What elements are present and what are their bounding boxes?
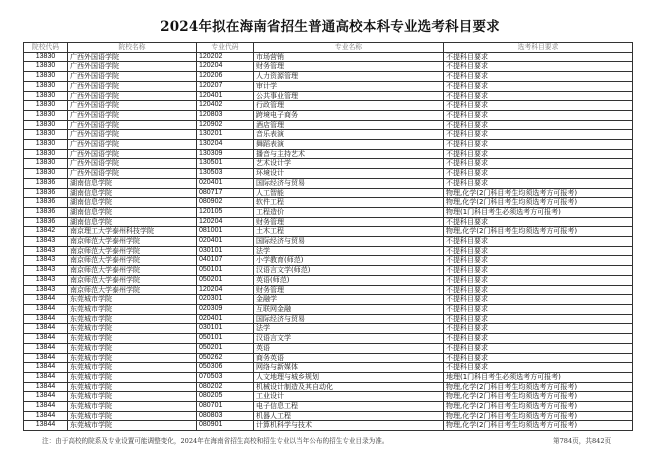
cell-major-code: 050306 [197,363,254,373]
cell-major-name: 汉语言文学 [254,334,444,344]
table-row [24,411,633,421]
cell-major-code: 120204 [197,62,254,72]
cell-school-code: 13844 [24,411,68,421]
cell-school-name: 南京师范大学泰州学院 [68,237,197,247]
cell-major-code: 050101 [197,334,254,344]
cell-school-code: 13830 [24,149,68,159]
cell-major-name: 财务管理 [254,285,444,295]
cell-subject-requirement: 不提科目要求 [444,324,633,334]
cell-major-code: 130503 [197,169,254,179]
cell-major-code: 080202 [197,382,254,392]
document-title: 2024年拟在海南省招生普通高校本科专业选考科目要求 [160,19,500,35]
cell-subject-requirement: 不提科目要求 [444,159,633,169]
cell-subject-requirement: 不提科目要求 [444,246,633,256]
cell-school-code: 13842 [24,227,68,237]
table-row [24,159,633,169]
cell-school-code: 13830 [24,130,68,140]
cell-school-name: 东莞城市学院 [68,363,197,373]
cell-school-name: 东莞城市学院 [68,382,197,392]
cell-subject-requirement: 不提科目要求 [444,353,633,363]
cell-subject-requirement: 不提科目要求 [444,237,633,247]
cell-subject-requirement: 不提科目要求 [444,343,633,353]
cell-school-name: 广西外国语学院 [68,101,197,111]
cell-school-code: 13830 [24,62,68,72]
table-row [24,140,633,150]
table-row [24,304,633,314]
cell-school-code: 13844 [24,392,68,402]
cell-school-name: 湖南信息学院 [68,207,197,217]
table-row [24,217,633,227]
cell-subject-requirement: 不提科目要求 [444,304,633,314]
cell-major-code: 070503 [197,372,254,382]
table-row [24,382,633,392]
cell-school-name: 广西外国语学院 [68,130,197,140]
cell-school-code: 13836 [24,217,68,227]
cell-school-code: 13836 [24,198,68,208]
table-row [24,120,633,130]
cell-major-code: 120105 [197,207,254,217]
cell-major-code: 040107 [197,256,254,266]
cell-major-name: 行政管理 [254,101,444,111]
cell-school-code: 13843 [24,266,68,276]
requirements-table [23,42,633,431]
cell-major-name: 市场营销 [254,52,444,62]
table-row [24,198,633,208]
cell-subject-requirement: 不提科目要求 [444,285,633,295]
cell-major-code: 120206 [197,72,254,82]
cell-major-name: 国际经济与贸易 [254,178,444,188]
header-subject-requirement: 选考科目要求 [444,43,633,53]
cell-subject-requirement: 不提科目要求 [444,169,633,179]
cell-subject-requirement: 不提科目要求 [444,72,633,82]
cell-school-name: 湖南信息学院 [68,178,197,188]
cell-major-code: 080717 [197,188,254,198]
cell-subject-requirement: 地理(1门科目考生必须选考方可报考) [444,372,633,382]
cell-subject-requirement: 物理,化学(2门科目考生均须选考方可报考) [444,382,633,392]
table-row [24,130,633,140]
cell-subject-requirement: 物理,化学(2门科目考生均须选考方可报考) [444,188,633,198]
cell-school-name: 东莞城市学院 [68,304,197,314]
cell-major-name: 跨境电子商务 [254,110,444,120]
cell-school-name: 广西外国语学院 [68,169,197,179]
table-row [24,207,633,217]
cell-major-code: 080701 [197,402,254,412]
cell-school-name: 南京师范大学泰州学院 [68,275,197,285]
cell-major-name: 审计学 [254,81,444,91]
cell-major-name: 公共事业管理 [254,91,444,101]
cell-school-name: 东莞城市学院 [68,314,197,324]
table-row [24,421,633,431]
table-row [24,334,633,344]
cell-major-name: 国际经济与贸易 [254,314,444,324]
cell-school-code: 13830 [24,169,68,179]
cell-school-name: 湖南信息学院 [68,217,197,227]
cell-subject-requirement: 物理,化学(2门科目考生均须选考方可报考) [444,227,633,237]
cell-subject-requirement: 不提科目要求 [444,62,633,72]
cell-school-name: 广西外国语学院 [68,120,197,130]
cell-school-name: 广西外国语学院 [68,140,197,150]
table-body [24,52,633,430]
cell-major-name: 网络与新媒体 [254,363,444,373]
cell-subject-requirement: 不提科目要求 [444,334,633,344]
table-row [24,81,633,91]
cell-school-code: 13836 [24,178,68,188]
table-header-row [24,43,633,53]
cell-major-name: 财务管理 [254,62,444,72]
cell-major-name: 人工智能 [254,188,444,198]
cell-major-code: 020401 [197,178,254,188]
cell-major-name: 国际经济与贸易 [254,237,444,247]
cell-school-name: 南京师范大学泰州学院 [68,256,197,266]
cell-major-code: 030101 [197,246,254,256]
cell-school-name: 广西外国语学院 [68,91,197,101]
cell-major-code: 120204 [197,285,254,295]
cell-school-code: 13830 [24,91,68,101]
cell-major-code: 080902 [197,198,254,208]
cell-major-code: 130309 [197,149,254,159]
header-school-code: 院校代码 [24,43,68,53]
cell-major-code: 120207 [197,81,254,91]
cell-major-name: 汉语言文学(师范) [254,266,444,276]
cell-subject-requirement: 物理,化学(2门科目考生均须选考方可报考) [444,421,633,431]
cell-major-name: 机械设计制造及其自动化 [254,382,444,392]
cell-school-name: 东莞城市学院 [68,421,197,431]
cell-school-name: 南京师范大学泰州学院 [68,246,197,256]
header-school-name: 院校名称 [68,43,197,53]
cell-major-name: 财务管理 [254,217,444,227]
cell-major-code: 030101 [197,324,254,334]
cell-school-name: 东莞城市学院 [68,343,197,353]
cell-major-name: 舞蹈表演 [254,140,444,150]
cell-school-code: 13844 [24,334,68,344]
table-row [24,372,633,382]
cell-school-code: 13830 [24,52,68,62]
cell-school-code: 13830 [24,101,68,111]
cell-school-code: 13843 [24,285,68,295]
cell-major-code: 050101 [197,266,254,276]
cell-subject-requirement: 不提科目要求 [444,178,633,188]
table-row [24,188,633,198]
table-row [24,110,633,120]
cell-school-code: 13830 [24,120,68,130]
table-row [24,72,633,82]
table-row [24,101,633,111]
header-major-name: 专业名称 [254,43,444,53]
cell-subject-requirement: 不提科目要求 [444,149,633,159]
cell-major-name: 电子信息工程 [254,402,444,412]
cell-school-name: 广西外国语学院 [68,52,197,62]
cell-major-code: 080205 [197,392,254,402]
cell-subject-requirement: 不提科目要求 [444,217,633,227]
page-indicator: 第784页，共842页 [553,437,612,445]
cell-subject-requirement: 不提科目要求 [444,314,633,324]
table-row [24,402,633,412]
cell-major-name: 软件工程 [254,198,444,208]
cell-subject-requirement: 物理,化学(2门科目考生均须选考方可报考) [444,411,633,421]
cell-subject-requirement: 不提科目要求 [444,266,633,276]
cell-school-code: 13844 [24,363,68,373]
cell-major-code: 120204 [197,217,254,227]
cell-major-code: 050201 [197,343,254,353]
cell-major-code: 020301 [197,295,254,305]
cell-school-name: 湖南信息学院 [68,198,197,208]
cell-major-code: 050201 [197,275,254,285]
cell-school-code: 13843 [24,256,68,266]
cell-major-code: 120202 [197,52,254,62]
cell-major-code: 020309 [197,304,254,314]
cell-school-code: 13830 [24,159,68,169]
table-row [24,295,633,305]
cell-major-name: 艺术设计学 [254,159,444,169]
cell-school-code: 13844 [24,304,68,314]
cell-school-name: 南京理工大学泰州科技学院 [68,227,197,237]
table-row [24,275,633,285]
cell-school-name: 东莞城市学院 [68,295,197,305]
table-row [24,246,633,256]
cell-subject-requirement: 不提科目要求 [444,256,633,266]
cell-school-code: 13844 [24,382,68,392]
cell-major-name: 土木工程 [254,227,444,237]
cell-school-name: 广西外国语学院 [68,81,197,91]
table-row [24,178,633,188]
cell-school-code: 13830 [24,81,68,91]
cell-subject-requirement: 不提科目要求 [444,110,633,120]
cell-school-code: 13844 [24,324,68,334]
cell-school-name: 东莞城市学院 [68,402,197,412]
cell-subject-requirement: 物理,化学(2门科目考生均须选考方可报考) [444,402,633,412]
cell-major-code: 130204 [197,140,254,150]
cell-school-code: 13836 [24,188,68,198]
cell-school-name: 东莞城市学院 [68,324,197,334]
cell-major-name: 工程造价 [254,207,444,217]
cell-major-name: 播音与主持艺术 [254,149,444,159]
table-row [24,62,633,72]
cell-school-code: 13844 [24,353,68,363]
cell-major-code: 130201 [197,130,254,140]
cell-major-name: 互联网金融 [254,304,444,314]
cell-subject-requirement: 不提科目要求 [444,295,633,305]
cell-major-name: 小学教育(师范) [254,256,444,266]
cell-major-name: 环境设计 [254,169,444,179]
cell-school-name: 广西外国语学院 [68,62,197,72]
cell-school-code: 13843 [24,275,68,285]
cell-school-code: 13844 [24,343,68,353]
table-row [24,91,633,101]
cell-subject-requirement: 不提科目要求 [444,101,633,111]
cell-school-name: 湖南信息学院 [68,188,197,198]
cell-subject-requirement: 不提科目要求 [444,120,633,130]
cell-school-code: 13844 [24,372,68,382]
cell-major-code: 120902 [197,120,254,130]
footer-note: 注：由于高校的院系及专业设置可能调整变化，2024年在海南省招生高校和招生专业以当年公布的招生专业目录为准。 [42,437,389,445]
cell-school-name: 南京师范大学泰州学院 [68,285,197,295]
cell-subject-requirement: 不提科目要求 [444,363,633,373]
table-row [24,363,633,373]
cell-subject-requirement: 物理,化学(2门科目考生均须选考方可报考) [444,392,633,402]
cell-major-name: 机器人工程 [254,411,444,421]
cell-major-name: 酒店管理 [254,120,444,130]
table-row [24,256,633,266]
cell-school-name: 广西外国语学院 [68,72,197,82]
table-row [24,227,633,237]
table-row [24,314,633,324]
cell-major-name: 商务英语 [254,353,444,363]
cell-major-name: 英语(师范) [254,275,444,285]
cell-subject-requirement: 不提科目要求 [444,81,633,91]
cell-school-code: 13843 [24,246,68,256]
cell-subject-requirement: 不提科目要求 [444,52,633,62]
cell-major-code: 081001 [197,227,254,237]
cell-major-name: 人力资源管理 [254,72,444,82]
cell-school-name: 广西外国语学院 [68,110,197,120]
cell-school-code: 13844 [24,402,68,412]
cell-major-code: 020401 [197,314,254,324]
table-row [24,52,633,62]
cell-subject-requirement: 不提科目要求 [444,275,633,285]
cell-school-code: 13844 [24,421,68,431]
cell-major-code: 080901 [197,421,254,431]
cell-major-name: 音乐表演 [254,130,444,140]
cell-major-name: 人文地理与城乡规划 [254,372,444,382]
table-row [24,285,633,295]
cell-major-name: 金融学 [254,295,444,305]
cell-subject-requirement: 不提科目要求 [444,130,633,140]
cell-school-code: 13844 [24,314,68,324]
table-row [24,266,633,276]
table-row [24,237,633,247]
cell-school-code: 13836 [24,207,68,217]
cell-subject-requirement: 物理,化学(2门科目考生均须选考方可报考) [444,198,633,208]
header-major-code: 专业代码 [197,43,254,53]
cell-school-code: 13830 [24,140,68,150]
cell-school-name: 东莞城市学院 [68,392,197,402]
cell-major-code: 020401 [197,237,254,247]
cell-major-code: 080803 [197,411,254,421]
cell-major-name: 法学 [254,324,444,334]
cell-subject-requirement: 不提科目要求 [444,140,633,150]
cell-school-name: 广西外国语学院 [68,149,197,159]
cell-school-name: 南京师范大学泰州学院 [68,266,197,276]
cell-school-name: 东莞城市学院 [68,353,197,363]
cell-major-code: 050262 [197,353,254,363]
table-row [24,324,633,334]
table-row [24,343,633,353]
cell-major-code: 130501 [197,159,254,169]
cell-subject-requirement: 物理(1门科目考生必须选考方可报考) [444,207,633,217]
cell-school-name: 东莞城市学院 [68,372,197,382]
cell-major-code: 120401 [197,91,254,101]
cell-subject-requirement: 不提科目要求 [444,91,633,101]
cell-school-name: 东莞城市学院 [68,411,197,421]
cell-school-name: 东莞城市学院 [68,334,197,344]
cell-school-code: 13843 [24,237,68,247]
cell-school-code: 13830 [24,110,68,120]
cell-school-code: 13830 [24,72,68,82]
table-row [24,392,633,402]
table-row [24,169,633,179]
table-row [24,149,633,159]
cell-major-name: 计算机科学与技术 [254,421,444,431]
cell-major-name: 工业设计 [254,392,444,402]
cell-school-code: 13844 [24,295,68,305]
cell-major-name: 英语 [254,343,444,353]
cell-major-code: 120803 [197,110,254,120]
cell-major-code: 120402 [197,101,254,111]
cell-major-name: 法学 [254,246,444,256]
cell-school-name: 广西外国语学院 [68,159,197,169]
table-row [24,353,633,363]
